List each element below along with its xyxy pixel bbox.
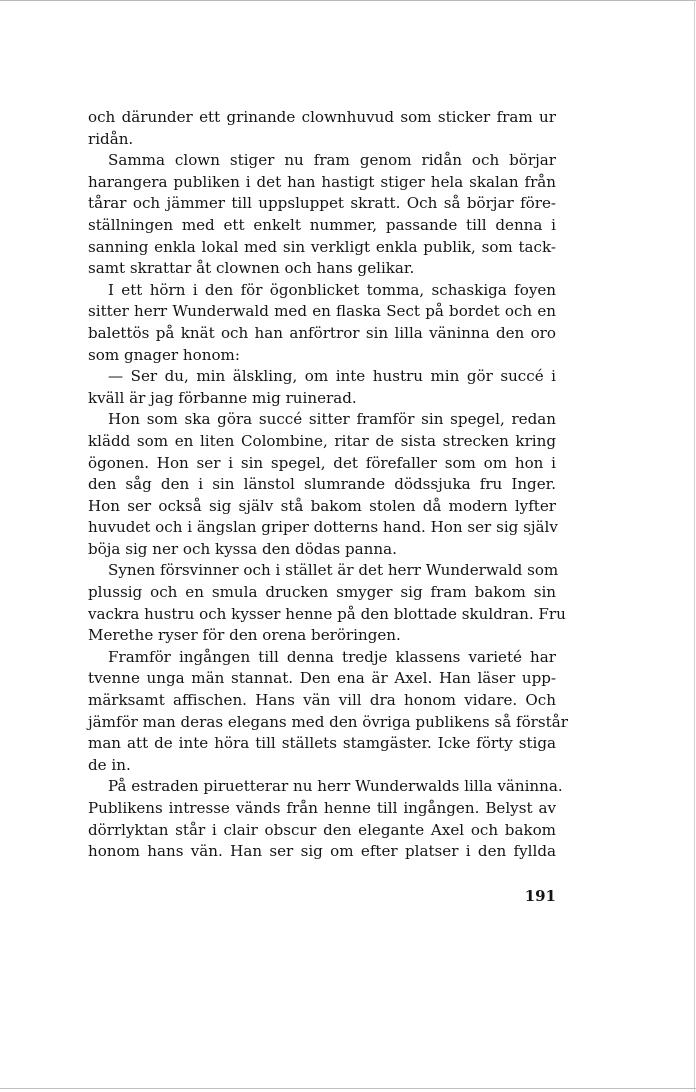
text-line: honom hans vän. Han ser sig om efter platser i den fyllda <box>88 842 556 861</box>
text-line: och därunder ett grinande clownhuvud som sticker fram ur <box>88 108 556 126</box>
text-line: vackra hustru och kysser henne på den blottade skuldran. Fru <box>88 604 566 623</box>
text-line: Framför ingången till denna tredje klassens varieté har <box>108 647 556 666</box>
text-line: Hon ser också sig själv stå bakom stolen då modern lyfter <box>88 496 556 515</box>
text-line: huvudet och i ängslan griper dotterns hand. Hon ser sig själv <box>88 518 558 537</box>
text-line: samt skrattar åt clownen och hans gelikar. <box>88 259 415 278</box>
text-line: man att de inte höra till ställets stamgäster. Icke förty stiga <box>88 734 556 753</box>
text-line: På estraden piruetterar nu herr Wunderwalds lilla väninna. <box>108 777 563 796</box>
text-line: I ett hörn i den för ögonblicket tomma, schaskiga foyen <box>108 280 556 299</box>
text-line: sanning enkla lokal med sin verkligt enkla publik, som tack- <box>88 237 556 256</box>
page-number: 191 <box>524 887 556 905</box>
text-line: den såg den i sin länstol slumrande dödssjuka fru Inger. <box>88 475 556 494</box>
text-line: jämför man deras elegans med den övriga publikens så förstår <box>88 712 568 731</box>
text-line: — Ser du, min älskling, om inte hustru min gör succé i <box>108 367 556 386</box>
text-line: Publikens intresse vänds från henne till ingången. Belyst av <box>88 799 556 817</box>
text-line: Samma clown stiger nu fram genom ridån och börjar <box>108 151 556 170</box>
text-line: ögonen. Hon ser i sin spegel, det förefaller som om hon i <box>88 453 556 472</box>
text-line: Hon som ska göra succé sitter framför sin spegel, redan <box>108 410 556 429</box>
book-page-body <box>88 107 568 863</box>
text-line: tvenne unga män stannat. Den ena är Axel. Han läser upp- <box>88 669 556 688</box>
text-line: harangera publiken i det han hastigt stiger hela skalan från <box>88 172 556 191</box>
text-line: ridån. <box>88 129 134 148</box>
text-line: kväll är jag förbanne mig ruinerad. <box>88 388 357 407</box>
text-line: de in. <box>88 755 131 774</box>
text-line: som gnager honom: <box>88 345 240 364</box>
text-line: böja sig ner och kyssa den dödas panna. <box>88 539 397 558</box>
text-line: ställningen med ett enkelt nummer, passande till denna i <box>88 215 556 234</box>
scan-top-edge <box>0 0 696 1</box>
text-line: Synen försvinner och i stället är det herr Wunderwald som <box>108 561 559 580</box>
text-line: sitter herr Wunderwald med en flaska Sect på bordet och en <box>88 302 556 321</box>
text-line: plussig och en smula drucken smyger sig fram bakom sin <box>88 583 556 602</box>
text-line: balettös på knät och han anförtror sin lilla väninna den oro <box>88 323 556 342</box>
text-line: märksamt affischen. Hans vän vill dra honom vidare. Och <box>88 691 556 710</box>
scan-right-edge <box>694 0 695 1092</box>
text-line: klädd som en liten Colombine, ritar de sista strecken kring <box>88 431 556 450</box>
text-line: dörrlyktan står i clair obscur den elegante Axel och bakom <box>88 820 556 839</box>
text-line: tårar och jämmer till uppsluppet skratt. Och så börjar före- <box>88 194 556 213</box>
text-line: Merethe ryser för den orena beröringen. <box>88 626 401 645</box>
scan-bottom-edge <box>0 1088 696 1089</box>
